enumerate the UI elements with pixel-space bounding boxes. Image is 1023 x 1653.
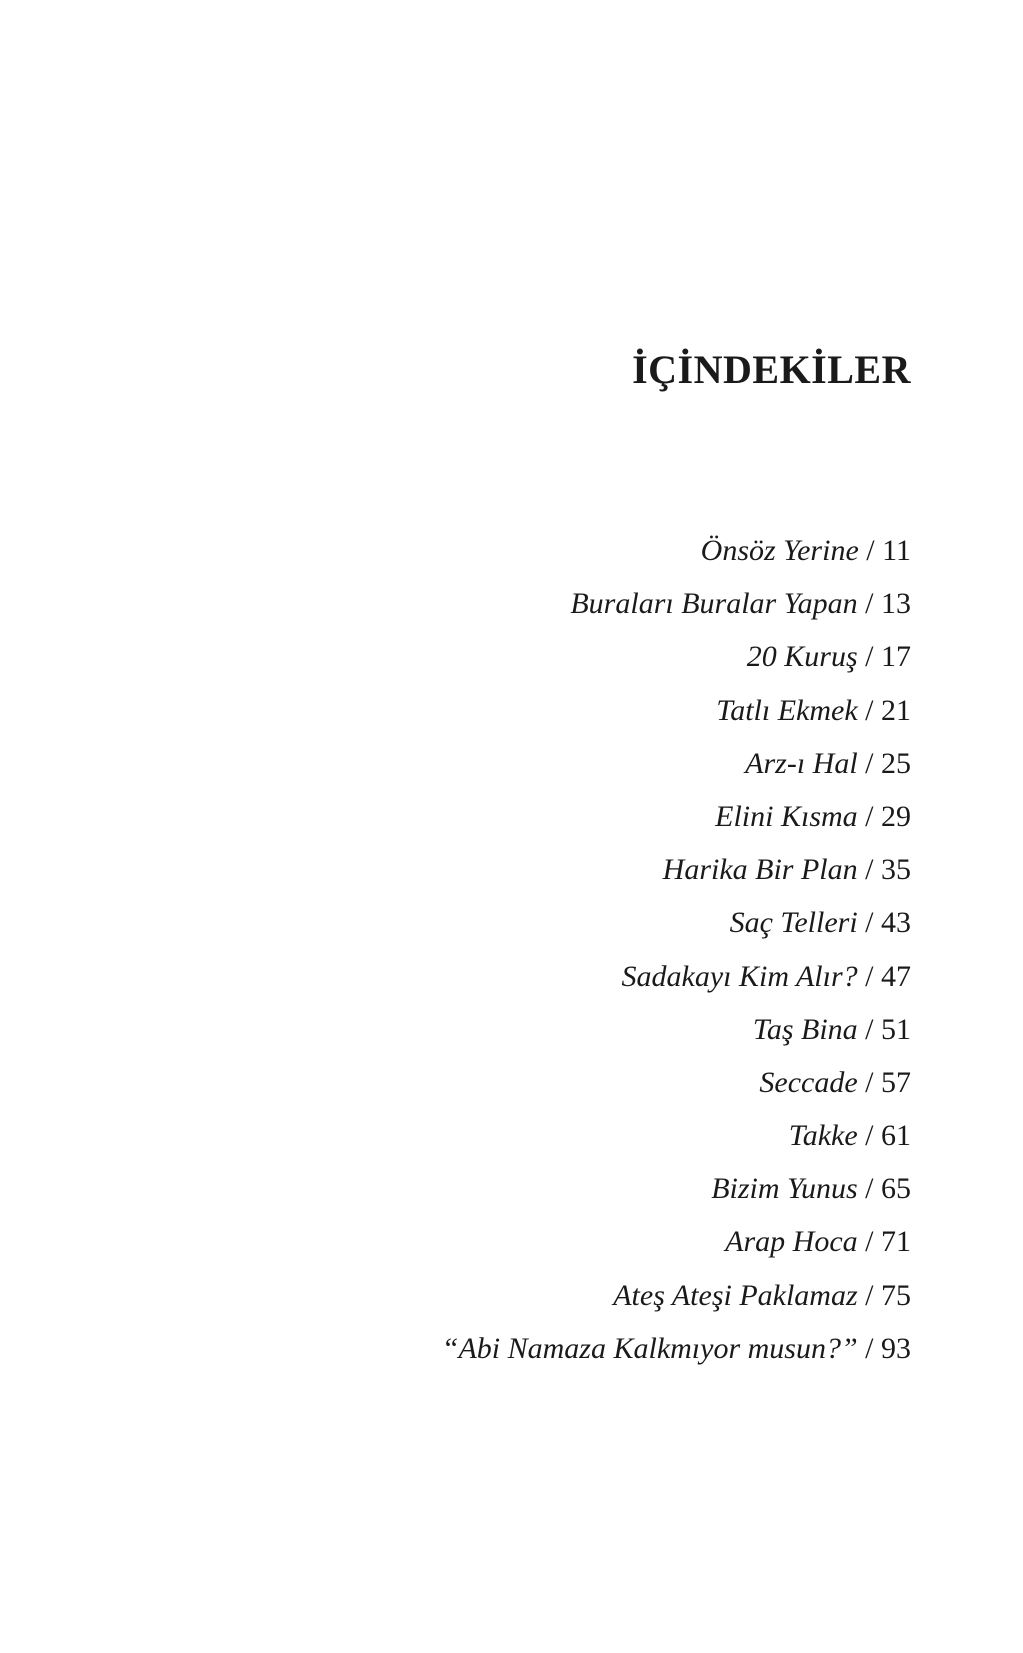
toc-separator: / (857, 640, 881, 674)
toc-entry[interactable] (442, 630, 911, 683)
toc-page-number: 71 (881, 1225, 911, 1259)
toc-page-number: 29 (881, 799, 911, 833)
toc-separator: / (857, 746, 881, 780)
toc-page-number: 17 (881, 640, 911, 674)
toc-entry-title: Elini Kısma (715, 799, 858, 833)
toc-page-number: 43 (881, 906, 911, 940)
toc-entry-title: Buraları Buralar Yapan (570, 587, 858, 621)
toc-separator: / (857, 587, 881, 621)
toc-entry-title: Saç Telleri (729, 906, 858, 940)
toc-page-number: 13 (881, 587, 911, 621)
toc-entry-title: Sadakayı Kim Alır? (621, 959, 858, 993)
toc-entry[interactable] (442, 1215, 911, 1268)
toc-entry[interactable] (442, 524, 911, 577)
toc-page-number: 93 (881, 1331, 911, 1365)
toc-entry[interactable] (442, 684, 911, 737)
toc-entry[interactable] (442, 1322, 911, 1375)
toc-entry-title: Taş Bina (752, 1012, 858, 1046)
toc-separator: / (857, 1225, 881, 1259)
toc-entry-title: 20 Kuruş (746, 640, 858, 674)
toc-entry-title: Önsöz Yerine (700, 534, 859, 567)
toc-entry[interactable] (442, 577, 911, 630)
toc-entry[interactable] (442, 1269, 911, 1322)
toc-page-number: 35 (881, 853, 911, 887)
toc-page-number: 21 (881, 693, 911, 727)
toc-entry[interactable] (442, 1109, 911, 1162)
toc-separator: / (857, 1012, 881, 1046)
toc-separator: / (857, 693, 881, 727)
toc-entry[interactable] (442, 1056, 911, 1109)
toc-entry[interactable] (442, 1003, 911, 1056)
toc-entry[interactable] (442, 1162, 911, 1215)
toc-page-number: 65 (881, 1172, 911, 1206)
toc-separator: / (857, 959, 881, 993)
toc-entry-title: Arap Hoca (725, 1225, 858, 1259)
toc-entry[interactable] (442, 737, 911, 790)
toc-page-number: 47 (881, 959, 911, 993)
toc-separator: / (857, 1172, 881, 1206)
toc-entry-title: Arz-ı Hal (745, 746, 858, 780)
table-of-contents (442, 524, 911, 1375)
toc-entry-title: Ateş Ateşi Paklamaz (613, 1278, 858, 1312)
toc-separator: / (857, 1331, 881, 1365)
toc-page-number: 25 (881, 746, 911, 780)
toc-page-number: 11 (882, 534, 911, 567)
toc-page-number: 57 (881, 1065, 911, 1099)
toc-entry[interactable] (442, 843, 911, 896)
toc-entry[interactable] (442, 896, 911, 949)
toc-entry-title: Bizim Yunus (711, 1172, 858, 1206)
toc-separator: / (857, 1065, 881, 1099)
toc-entry[interactable] (442, 950, 911, 1003)
toc-entry-title: Harika Bir Plan (662, 853, 858, 887)
toc-separator: / (858, 534, 883, 567)
toc-separator: / (857, 799, 881, 833)
toc-separator: / (857, 906, 881, 940)
toc-entry-title: Seccade (759, 1065, 858, 1099)
toc-separator: / (857, 1119, 881, 1153)
toc-entry[interactable] (442, 790, 911, 843)
page-title: İÇİNDEKİLER (632, 347, 911, 392)
toc-page-number: 75 (881, 1278, 911, 1312)
toc-entry-title: “Abi Namaza Kalkmıyor musun?” (441, 1331, 858, 1365)
toc-page-number: 61 (881, 1119, 911, 1153)
toc-page-number: 51 (881, 1012, 911, 1046)
toc-entry-title: Tatlı Ekmek (716, 693, 858, 727)
toc-separator: / (857, 853, 881, 887)
toc-entry-title: Takke (788, 1119, 858, 1153)
toc-separator: / (857, 1278, 881, 1312)
